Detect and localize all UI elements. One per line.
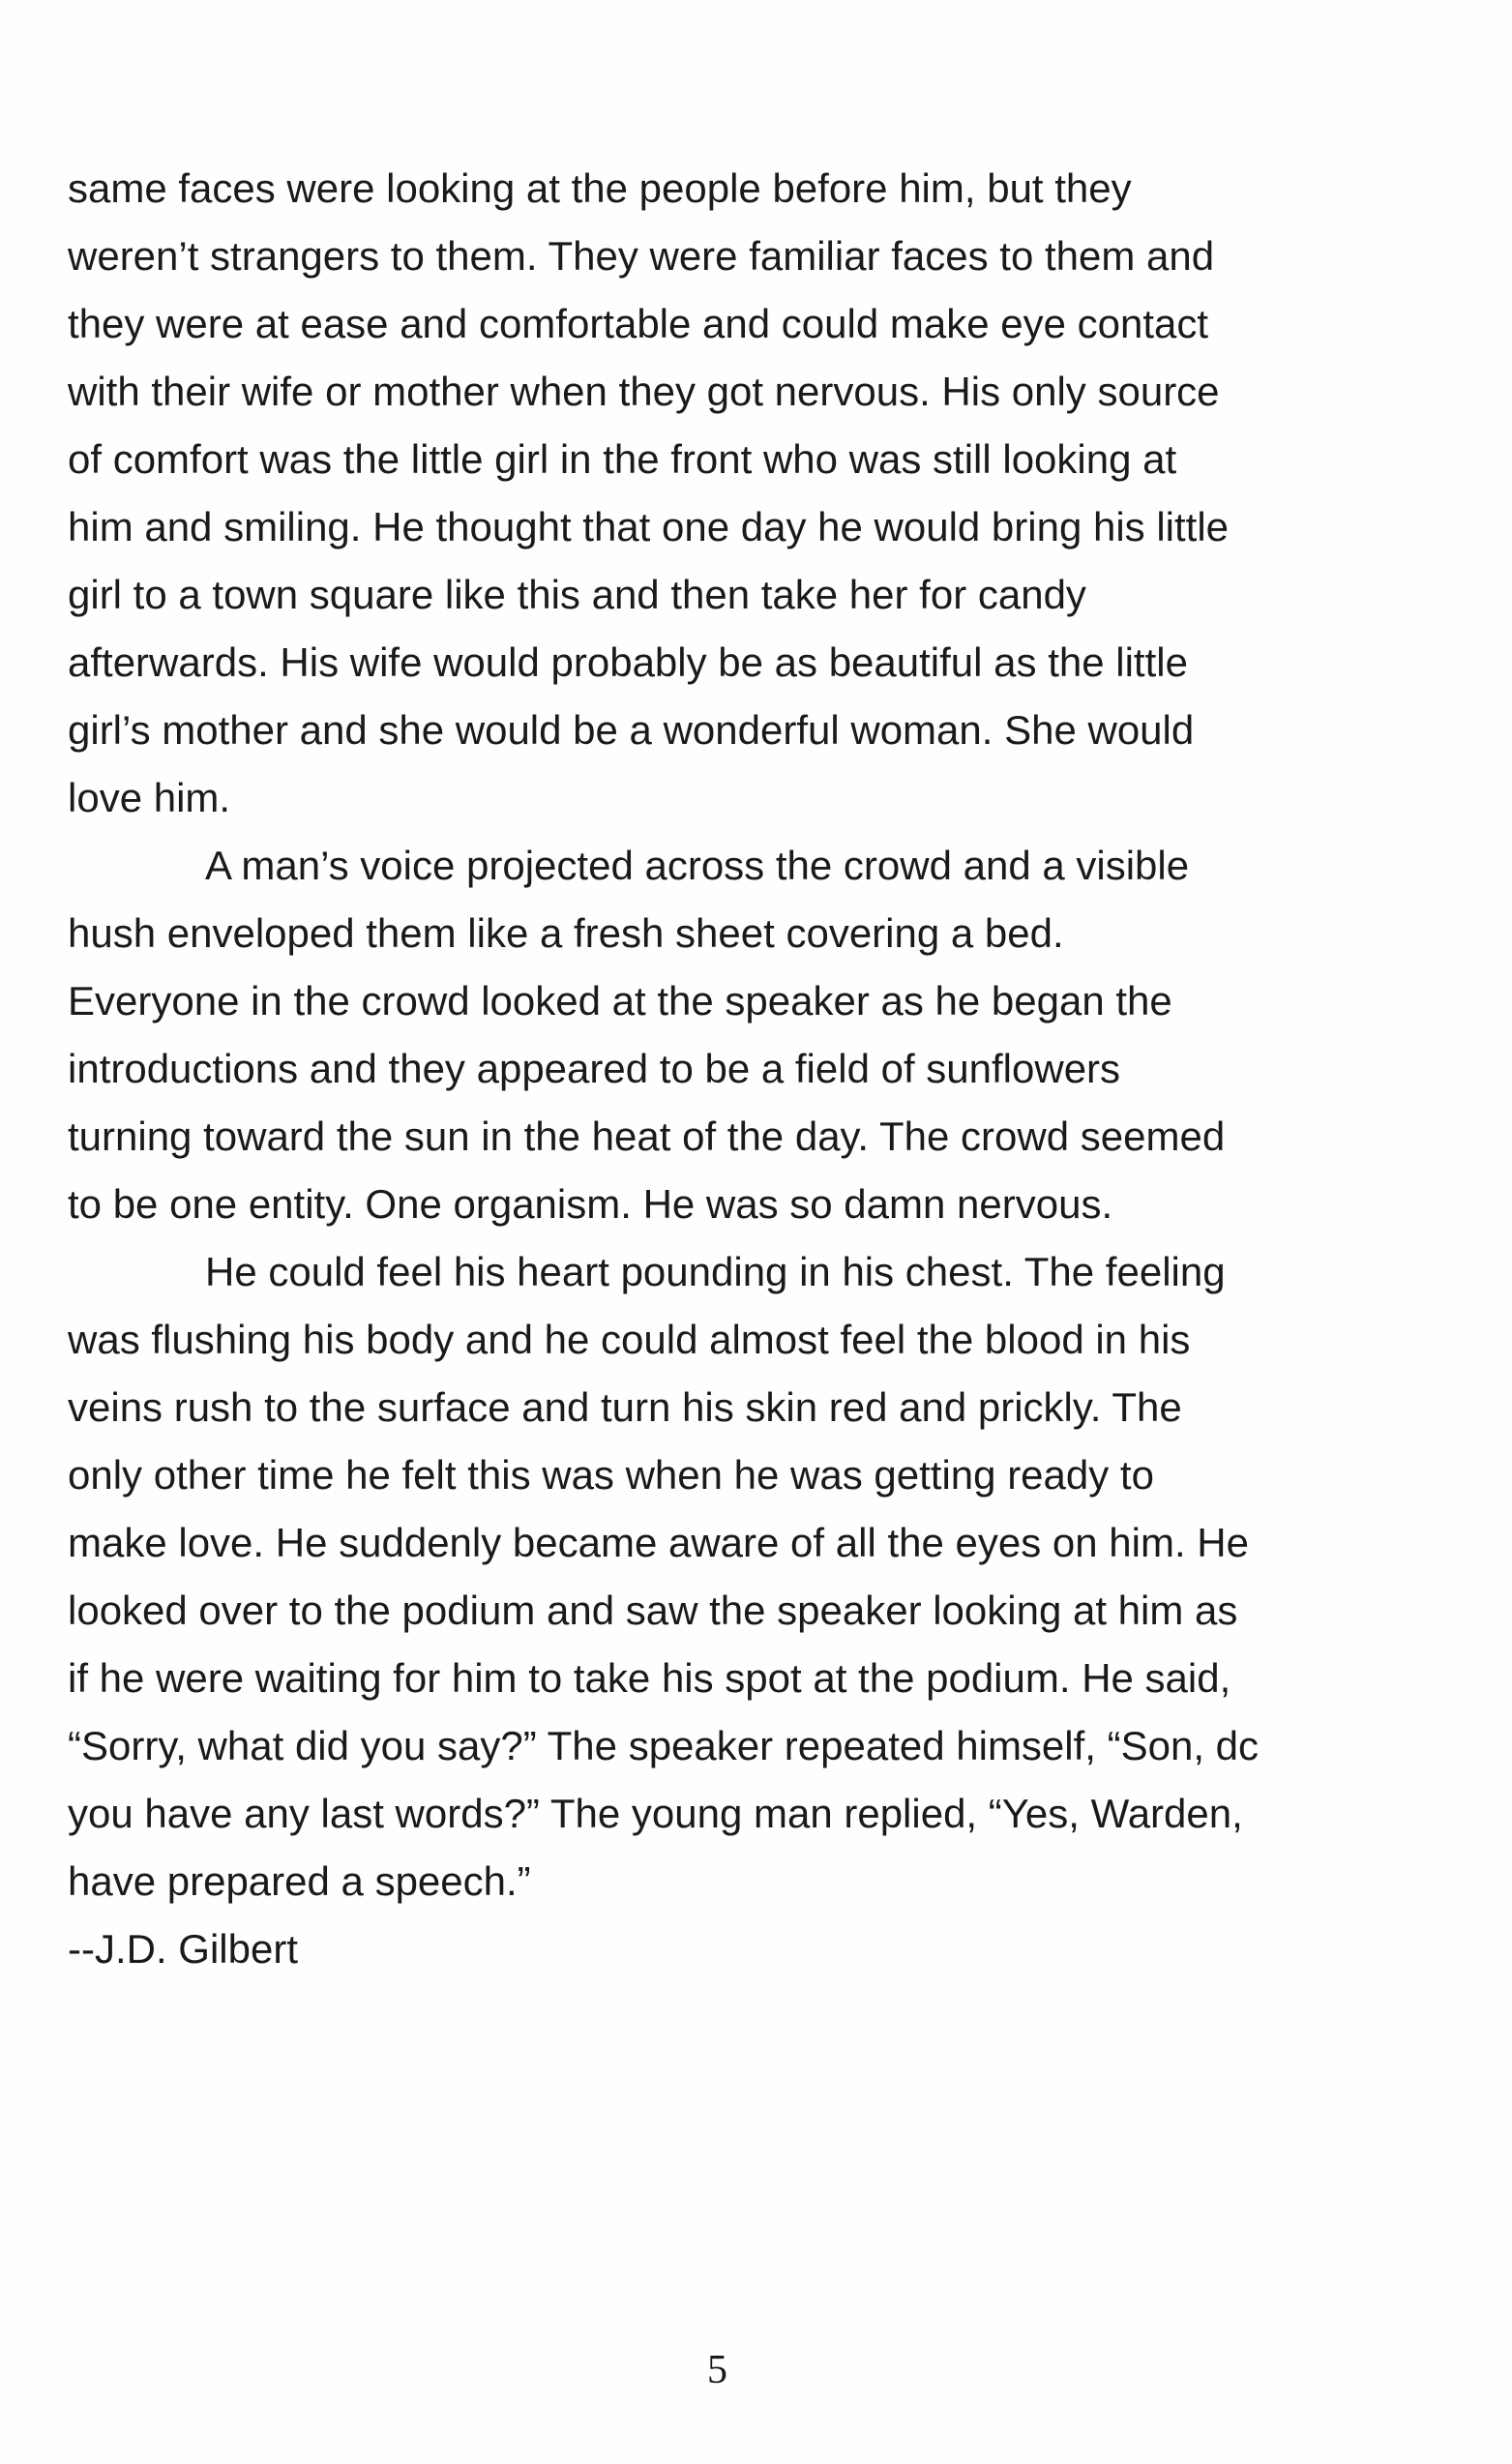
text-line: looked over to the podium and saw the speaker looking at him as xyxy=(68,1588,1238,1633)
text-line: turning toward the sun in the heat of the day. The crowd seemed xyxy=(68,1113,1226,1159)
text-line: with their wife or mother when they got nervous. His only source xyxy=(68,369,1220,414)
text-line: veins rush to the surface and turn his skin red and prickly. The xyxy=(68,1384,1182,1430)
text-line: have prepared a speech.” xyxy=(68,1858,531,1904)
text-line: weren’t strangers to them. They were familiar faces to them and xyxy=(68,233,1215,279)
text-line: hush enveloped them like a fresh sheet covering a bed. xyxy=(68,910,1064,956)
body-text xyxy=(68,155,1364,1983)
author-attribution: --J.D. Gilbert xyxy=(68,1926,299,1972)
text-line: make love. He suddenly became aware of all the eyes on him. He xyxy=(68,1520,1249,1565)
text-line: to be one entity. One organism. He was so damn nervous. xyxy=(68,1181,1113,1227)
page-number: 5 xyxy=(707,2348,727,2392)
text-line: same faces were looking at the people before him, but they xyxy=(68,165,1132,211)
text-line: only other time he felt this was when he was getting ready to xyxy=(68,1452,1154,1498)
text-line: if he were waiting for him to take his spot at the podium. He said, xyxy=(68,1655,1231,1701)
text-line: you have any last words?” The young man replied, “Yes, Warden, xyxy=(68,1791,1243,1836)
text-line: introductions and they appeared to be a field of sunflowers xyxy=(68,1046,1121,1091)
paragraph-start-line: He could feel his heart pounding in his chest. The feeling xyxy=(205,1249,1226,1294)
text-line: girl’s mother and she would be a wonderful woman. She would xyxy=(68,707,1195,753)
paragraph-start-line: A man’s voice projected across the crowd and a visible xyxy=(205,843,1190,888)
text-line: afterwards. His wife would probably be as beautiful as the little xyxy=(68,639,1188,685)
text-line: “Sorry, what did you say?” The speaker repeated himself, “Son, dc xyxy=(68,1723,1260,1768)
text-line: girl to a town square like this and then take her for candy xyxy=(68,572,1086,617)
text-line: they were at ease and comfortable and could make eye contact xyxy=(68,301,1209,346)
text-line: love him. xyxy=(68,775,231,820)
text-line: of comfort was the little girl in the front who was still looking at xyxy=(68,436,1177,482)
text-line: him and smiling. He thought that one day he would bring his little xyxy=(68,504,1230,549)
text-line: Everyone in the crowd looked at the speaker as he began the xyxy=(68,978,1172,1024)
text-line: was flushing his body and he could almost feel the blood in his xyxy=(68,1317,1191,1362)
